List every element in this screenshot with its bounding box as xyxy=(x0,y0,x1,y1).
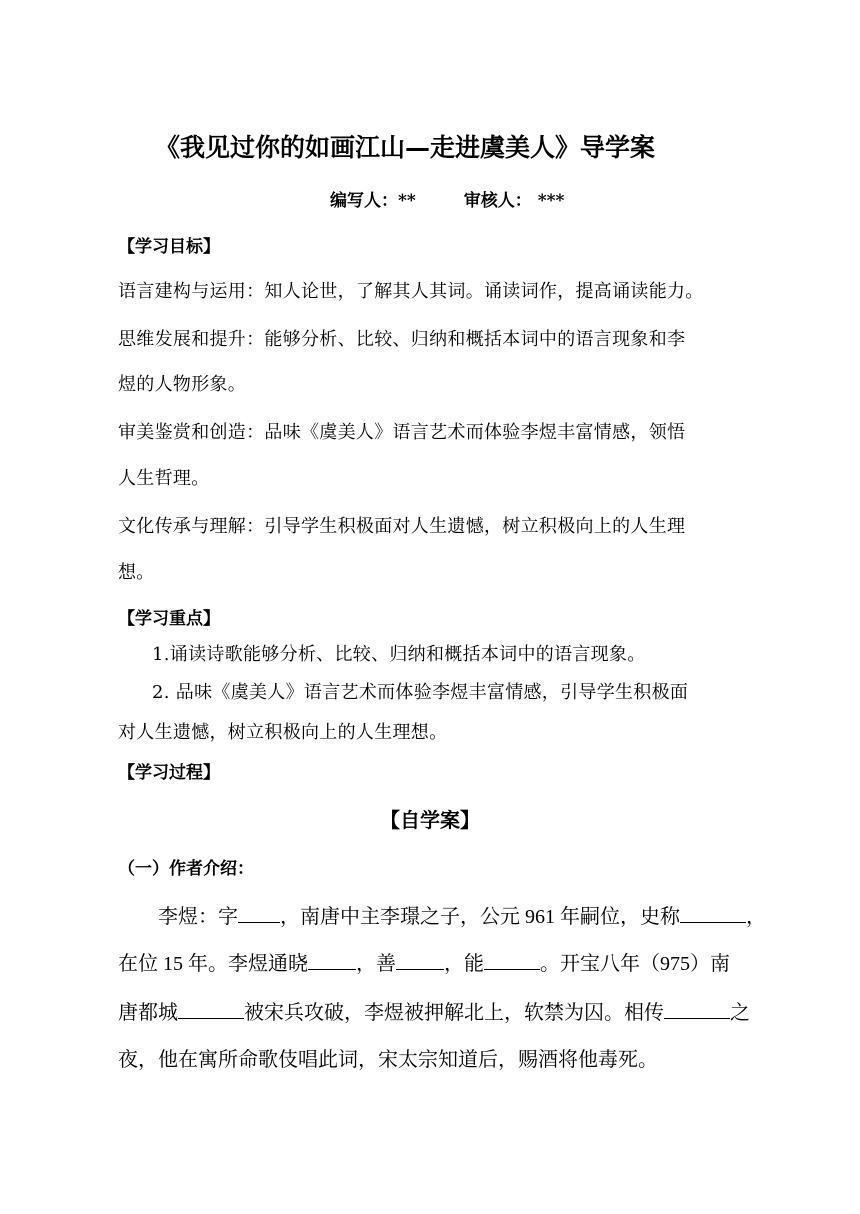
goal-line: 人生哲理。 xyxy=(118,468,210,489)
author-label: 编写人：** xyxy=(330,191,416,211)
fill-blank[interactable] xyxy=(680,904,746,923)
intro-text: ，能 xyxy=(444,953,484,975)
intro-line: 夜，他在寓所命歌伎唱此词，宋太宗知道后，赐酒将他毒死。 xyxy=(118,1049,658,1071)
intro-text: ， xyxy=(746,906,766,928)
key-point-line: 对人生遗憾，树立积极向上的人生理想。 xyxy=(118,722,448,743)
fill-blank[interactable] xyxy=(664,1000,730,1019)
intro-line xyxy=(118,996,750,1025)
goal-line: 煜的人物形象。 xyxy=(118,374,247,395)
goal-line: 想。 xyxy=(118,562,155,583)
intro-text: 被宋兵攻破，李煜被押解北上，软禁为囚。相传 xyxy=(244,1002,664,1024)
fill-blank[interactable] xyxy=(484,951,540,970)
author-intro-heading: （一）作者介绍： xyxy=(118,859,254,879)
fill-blank[interactable] xyxy=(238,904,280,923)
goals-heading: 【学习目标】 xyxy=(118,237,220,257)
intro-line xyxy=(158,900,766,929)
fill-blank[interactable] xyxy=(178,1000,244,1019)
process-heading: 【学习过程】 xyxy=(118,763,220,783)
goal-line: 思维发展和提升：能够分析、比较、归纳和概括本词中的语言现象和李 xyxy=(118,329,686,350)
intro-text: 在位 15 年。李煜通晓 xyxy=(118,953,308,975)
key-point-line: 1.诵读诗歌能够分析、比较、归纳和概括本词中的语言现象。 xyxy=(152,644,646,665)
intro-text: ，南唐中主李璟之子，公元 961 年嗣位，史称 xyxy=(280,906,680,928)
intro-line xyxy=(118,947,730,976)
page-title: 《我见过你的如画江山—走进虞美人》导学案 xyxy=(154,133,655,162)
intro-text: 之 xyxy=(730,1002,750,1024)
key-points-heading: 【学习重点】 xyxy=(118,609,220,629)
self-study-heading: 【自学案】 xyxy=(380,808,480,832)
goal-line: 语言建构与运用：知人论世，了解其人其词。诵读词作，提高诵读能力。 xyxy=(118,281,704,302)
byline xyxy=(330,186,564,211)
intro-text: ，善 xyxy=(356,953,396,975)
fill-blank[interactable] xyxy=(396,951,444,970)
fill-blank[interactable] xyxy=(308,951,356,970)
intro-text: 。开宝八年（975）南 xyxy=(540,953,730,975)
intro-text: 唐都城 xyxy=(118,1002,178,1024)
key-point-line: 2. 品味《虞美人》语言艺术而体验李煜丰富情感，引导学生积极面 xyxy=(152,682,689,703)
reviewer-label: 审核人： *** xyxy=(463,191,565,211)
intro-text: 李煜：字 xyxy=(158,906,238,928)
goal-line: 文化传承与理解：引导学生积极面对人生遗憾，树立积极向上的人生理 xyxy=(118,516,686,537)
goal-line: 审美鉴赏和创造：品味《虞美人》语言艺术而体验李煜丰富情感，领悟 xyxy=(118,422,686,443)
